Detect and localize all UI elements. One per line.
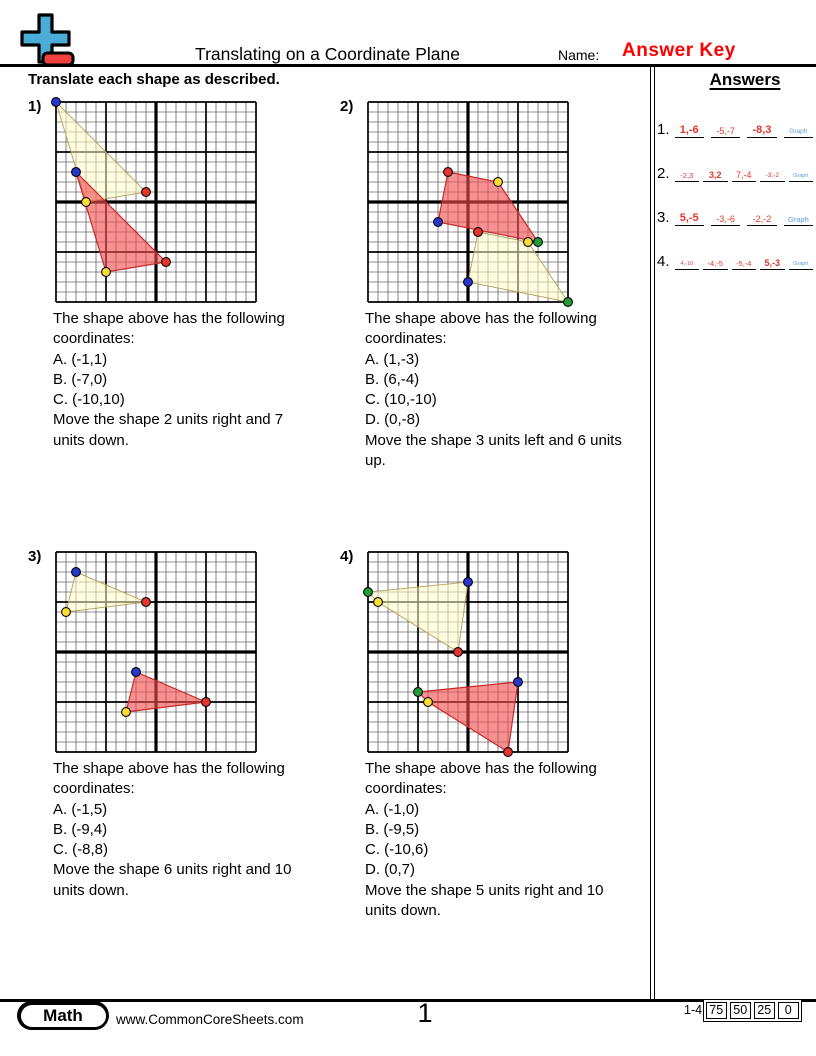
answer-blank: -2,-2 xyxy=(747,211,776,226)
description-line: C. (10,-10) xyxy=(365,391,437,409)
answer-blank: -8,3 xyxy=(747,123,776,138)
site-url: www.CommonCoreSheets.com xyxy=(116,1012,304,1027)
answer-number: 2. xyxy=(657,165,670,182)
problem-number: 4) xyxy=(340,548,354,565)
answer-blank: 3,2 xyxy=(703,167,728,182)
vertex-dot-A xyxy=(454,648,463,657)
problem-description xyxy=(365,759,660,921)
vertex-dot-C' xyxy=(414,688,423,697)
description-line: D. (0,7) xyxy=(365,861,416,879)
description-line: B. (-9,5) xyxy=(365,820,420,838)
vertex-dot-B' xyxy=(122,708,131,717)
coordinate-grid-1 xyxy=(53,99,259,305)
score-cell: 75 xyxy=(706,1002,728,1020)
vertex-dot-B xyxy=(374,598,383,607)
graph-link[interactable]: Graph xyxy=(789,255,814,270)
answer-row-2 xyxy=(657,161,813,182)
description-line: Move the shape 6 units right and 10 xyxy=(53,861,292,879)
problem-description xyxy=(365,309,660,471)
answer-blank: 5,-3 xyxy=(760,255,785,270)
problem-description xyxy=(53,309,348,451)
description-line: The shape above has the following xyxy=(365,760,597,777)
answer-row-1 xyxy=(657,117,813,138)
description-line: units down. xyxy=(365,902,441,920)
description-line: B. (-7,0) xyxy=(53,370,108,388)
description-line: B. (-9,4) xyxy=(53,820,108,838)
grid-holder xyxy=(53,99,259,305)
vertex-dot-C xyxy=(72,568,81,577)
answer-number: 3. xyxy=(657,209,670,226)
vertex-dot-B xyxy=(82,198,91,207)
name-label: Name: xyxy=(558,47,600,63)
vertex-dot-D xyxy=(464,578,473,587)
vertex-dot-C xyxy=(564,298,573,307)
answer-blank: -2,3 xyxy=(675,167,700,182)
answer-blank: -4,-5 xyxy=(703,255,728,270)
answer-blank: -5,-4 xyxy=(732,255,757,270)
answers-heading: Answers xyxy=(709,70,781,89)
vertex-dot-B' xyxy=(102,268,111,277)
problem-4 xyxy=(340,547,652,995)
vertex-dot-B xyxy=(62,608,71,617)
vertex-dot-A' xyxy=(162,258,171,267)
coordinate-grid-3 xyxy=(53,549,259,755)
answer-row-4 xyxy=(657,249,813,270)
vertex-dot-C' xyxy=(132,668,141,677)
description-line: C. (-10,10) xyxy=(53,391,125,409)
page-number: 1 xyxy=(417,998,433,1028)
description-line: B. (6,-4) xyxy=(365,370,420,388)
description-line: C. (-8,8) xyxy=(53,841,109,859)
vertex-dot-C xyxy=(52,98,61,107)
grid-holder xyxy=(365,549,571,755)
score-cell: 0 xyxy=(778,1002,800,1020)
answer-row-3 xyxy=(657,205,813,226)
problem-number: 3) xyxy=(28,548,42,565)
problem-number: 2) xyxy=(340,98,354,115)
vertex-dot-C xyxy=(364,588,373,597)
graph-link[interactable]: Graph xyxy=(784,211,813,226)
description-line: A. (-1,5) xyxy=(53,800,108,818)
vertex-dot-A' xyxy=(202,698,211,707)
vertex-dot-B' xyxy=(424,698,433,707)
grid-holder xyxy=(53,549,259,755)
description-line: C. (-10,6) xyxy=(365,841,429,859)
score-range-label: 1-4 xyxy=(684,1003,703,1017)
description-line: A. (1,-3) xyxy=(365,350,420,368)
answer-blank: -3,-2 xyxy=(760,167,785,182)
description-line: coordinates: xyxy=(365,330,447,348)
vertex-dot-C' xyxy=(72,168,81,177)
description-line: coordinates: xyxy=(53,330,135,348)
vertex-dot-D' xyxy=(514,678,523,687)
answer-blank: -3,-6 xyxy=(711,211,740,226)
problem-description xyxy=(53,759,348,901)
graph-link[interactable]: Graph xyxy=(789,167,814,182)
description-line: A. (-1,1) xyxy=(53,350,108,368)
answer-blank: 5,-5 xyxy=(675,211,704,226)
answer-blank: -5,-7 xyxy=(711,123,740,138)
vertex-dot-A xyxy=(474,228,483,237)
description-line: Move the shape 2 units right and 7 xyxy=(53,411,284,429)
coordinate-grid-4 xyxy=(365,549,571,755)
vertex-dot-A' xyxy=(444,168,453,177)
vertex-dot-D xyxy=(464,278,473,287)
description-line: The shape above has the following xyxy=(365,310,597,327)
answer-key-value: Answer Key xyxy=(622,40,736,61)
vertex-dot-A xyxy=(142,598,151,607)
description-line: Move the shape 5 units right and 10 xyxy=(365,881,604,899)
answer-number: 1. xyxy=(657,121,670,138)
answer-blank: 7,-4 xyxy=(732,167,757,182)
vertex-dot-A xyxy=(142,188,151,197)
score-table xyxy=(703,999,802,1022)
description-line: Move the shape 3 units left and 6 units xyxy=(365,431,622,449)
vertex-dot-A' xyxy=(504,748,513,757)
problem-2 xyxy=(340,97,652,545)
page-title: Translating on a Coordinate Plane xyxy=(195,44,460,64)
problem-3 xyxy=(28,547,340,995)
description-line: coordinates: xyxy=(365,780,447,798)
vertex-dot-C' xyxy=(534,238,543,247)
answer-number: 4. xyxy=(657,253,670,270)
description-line: The shape above has the following xyxy=(53,760,285,777)
vertex-dot-B' xyxy=(494,178,503,187)
vertex-dot-B xyxy=(524,238,533,247)
score-cell: 25 xyxy=(754,1002,776,1020)
subject-badge xyxy=(17,1001,109,1030)
description-line: A. (-1,0) xyxy=(365,800,420,818)
subject-badge-label: Math xyxy=(21,1005,106,1027)
problem-number: 1) xyxy=(28,98,42,115)
description-line: units down. xyxy=(53,431,129,449)
worksheet-instructions: Translate each shape as described. xyxy=(28,71,280,88)
description-line: coordinates: xyxy=(53,780,135,798)
graph-link[interactable]: Graph xyxy=(784,123,813,138)
description-line: up. xyxy=(365,452,386,470)
description-line: units down. xyxy=(53,881,129,899)
vertex-dot-D' xyxy=(434,218,443,227)
coordinate-grid-2 xyxy=(365,99,571,305)
answer-blank: 4,-10 xyxy=(675,255,700,270)
header-divider xyxy=(0,64,816,67)
answer-blank: 1,-6 xyxy=(675,123,704,138)
problem-1 xyxy=(28,97,340,545)
description-line: The shape above has the following xyxy=(53,310,285,327)
grid-holder xyxy=(365,99,571,305)
plus-minus-logo-icon xyxy=(14,10,78,70)
score-cell: 50 xyxy=(730,1002,752,1020)
description-line: D. (0,-8) xyxy=(365,411,421,429)
